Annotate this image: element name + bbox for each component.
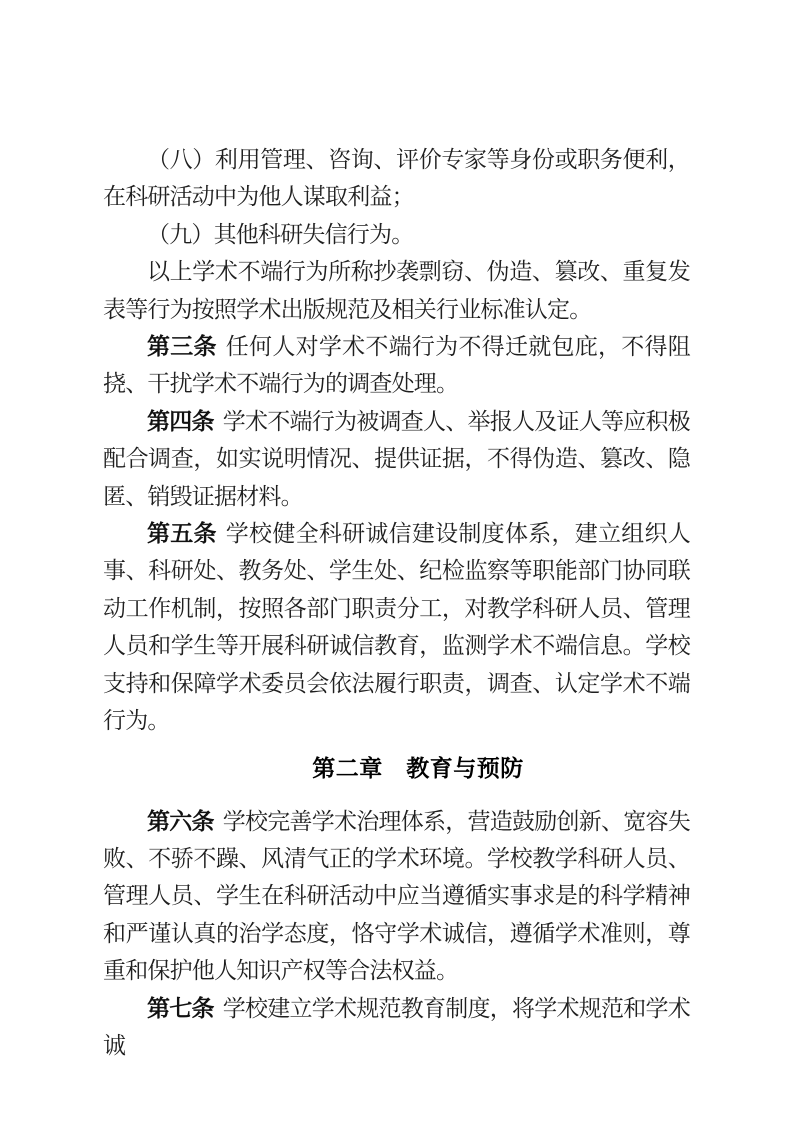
article-number: 第四条 bbox=[147, 408, 214, 434]
paragraph bbox=[103, 403, 690, 515]
paragraph bbox=[103, 990, 690, 1065]
paragraph bbox=[103, 253, 690, 328]
paragraph bbox=[103, 515, 690, 739]
paragraph-text: （九）其他科研失信行为。 bbox=[147, 221, 414, 247]
article-number: 第七条 bbox=[147, 995, 214, 1021]
paragraph-text: 学术不端行为被调查人、举报人及证人等应积极配合调查，如实说明情况、提供证据，不得伪造、篡改、隐匿、销毁证据材料。 bbox=[103, 408, 690, 509]
paragraph bbox=[103, 141, 690, 216]
paragraph-text: 学校建立学术规范教育制度，将学术规范和学术诚 bbox=[103, 995, 690, 1058]
article-number: 第三条 bbox=[147, 334, 217, 360]
paragraph bbox=[103, 216, 690, 253]
paragraph-text: 学校完善学术治理体系，营造鼓励创新、宽容失败、不骄不躁、风清气正的学术环境。学校教学科研人员、管理人员、学生在科研活动中应当遵循实事求是的科学精神和严谨认真的治学态度，恪守学术诚信，遵循学术准则，尊重和保护他人知识产权等合法权益。 bbox=[103, 808, 690, 984]
article-number: 第六条 bbox=[147, 808, 214, 834]
chapter-heading: 第二章 教育与预防 bbox=[312, 754, 524, 781]
paragraph-text: 任何人对学术不端行为不得迁就包庇，不得阻挠、干扰学术不端行为的调查处理。 bbox=[103, 334, 690, 397]
document-body bbox=[103, 141, 690, 1064]
paragraph bbox=[103, 328, 690, 403]
paragraph-text: 学校健全科研诚信建设制度体系，建立组织人事、科研处、教务处、学生处、纪检监察等职能部门协同联动工作机制，按照各部门职责分工，对教学科研人员、管理人员和学生等开展科研诚信教育，监测学术不端信息。学校支持和保障学术委员会依法履行职责，调查、认定学术不端行为。 bbox=[103, 521, 690, 734]
paragraph-text: 以上学术不端行为所称抄袭剽窃、伪造、篡改、重复发表等行为按照学术出版规范及相关行业标准认定。 bbox=[103, 259, 690, 322]
paragraph bbox=[103, 803, 690, 990]
paragraph-text: （八）利用管理、咨询、评价专家等身份或职务便利，在科研活动中为他人谋取利益； bbox=[103, 147, 690, 210]
article-number: 第五条 bbox=[147, 521, 217, 547]
